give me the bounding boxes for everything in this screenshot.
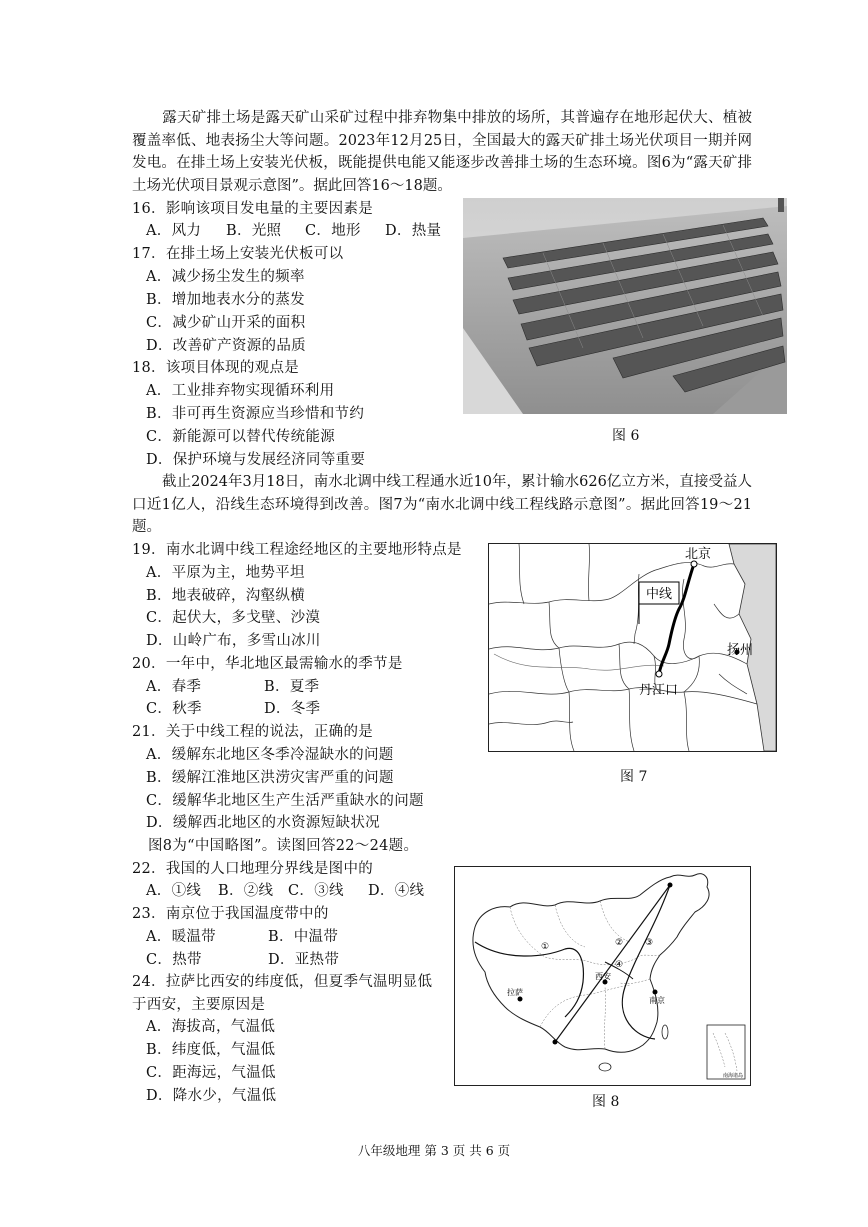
q17-stem: 17．在排土场上安装光伏板可以	[132, 246, 344, 262]
q22-option-b: B．②线	[218, 883, 274, 899]
intro-paragraph-3: 图8为“中国略图”。读图回答22～24题。	[148, 838, 419, 854]
figure-6-solar-photo	[463, 198, 787, 414]
q22-option-c: C．③线	[288, 883, 344, 899]
line-3-marker: ③	[645, 938, 654, 948]
page-footer: 八年级地理 第 3 页 共 6 页	[357, 1143, 511, 1158]
q23-option-d: D．亚热带	[268, 952, 340, 968]
q18-stem: 18．该项目体现的观点是	[132, 360, 300, 376]
figure-7-route-map	[488, 543, 777, 752]
yangzhou-label: 扬州	[727, 643, 754, 658]
route-label: 中线	[645, 587, 673, 602]
q24-stem-line-2: 于西安，主要原因是	[132, 997, 266, 1013]
q22-option-a: A．①线	[146, 883, 202, 899]
beijing-label: 北京	[685, 547, 712, 562]
xian-label: 西安	[595, 972, 611, 981]
q19-option-b: B．地表破碎，沟壑纵横	[146, 588, 305, 604]
line-4-marker: ④	[615, 960, 624, 970]
q20-option-a: A．春季	[146, 679, 202, 695]
line-1-marker: ①	[541, 942, 550, 952]
q18-option-d: D．保护环境与发展经济同等重要	[146, 452, 366, 468]
q23-option-c: C．热带	[146, 952, 202, 968]
q18-option-c: C．新能源可以替代传统能源	[146, 429, 335, 445]
lasa-label: 拉萨	[507, 988, 523, 997]
q17-option-a: A．减少扬尘发生的频率	[146, 269, 305, 285]
q24-option-d: D．降水少，气温低	[146, 1088, 277, 1104]
solar-farm-photo	[463, 198, 787, 414]
q17-option-d: D．改善矿产资源的品质	[146, 338, 306, 354]
middle-route-map	[489, 544, 776, 751]
q23-option-b: B．中温带	[268, 929, 339, 945]
q19-stem: 19．南水北调中线工程途经地区的主要地形特点是	[132, 542, 462, 558]
q16-option-b: B．光照	[226, 223, 282, 239]
intro-paragraph-1: 露天矿排土场是露天矿山采矿过程中排弃物集中排放的场所，其普遍存在地形起伏大、植被覆盖率低、地表扬尘大等问题。2023年12月25日，全国最大的露天矿排土场光伏项目一期并网发电。在排土场上安装光伏板，既能提供电能又能逐步改善排土场的生态环境。图6为“露天矿排土场光伏项目景观示意图”。据此回答16～18题。	[132, 110, 752, 194]
q21-option-b: B．缓解江淮地区洪涝灾害严重的问题	[146, 770, 394, 786]
line-2-marker: ②	[615, 938, 624, 948]
q16-option-c: C．地形	[305, 223, 361, 239]
q20-stem: 20．一年中，华北地区最需输水的季节是	[132, 656, 403, 672]
q20-option-d: D．冬季	[264, 701, 321, 717]
q16-option-d: D．热量	[385, 223, 442, 239]
inset-label: 南海诸岛	[723, 1073, 744, 1079]
q20-option-b: B．夏季	[264, 679, 320, 695]
q24-option-b: B．纬度低，气温低	[146, 1042, 276, 1058]
figure-8-caption: 图 8	[592, 1094, 620, 1110]
q20-option-c: C．秋季	[146, 701, 202, 717]
china-outline-map	[455, 867, 750, 1085]
figure-6-caption: 图 6	[612, 428, 640, 444]
q24-stem-line-1: 24．拉萨比西安的纬度低，但夏季气温明显低	[132, 974, 433, 990]
q21-option-a: A．缓解东北地区冬季冷湿缺水的问题	[146, 747, 394, 763]
q17-option-c: C．减少矿山开采的面积	[146, 315, 306, 331]
intro-paragraph-2: 截止2024年3月18日，南水北调中线工程通水近10年，累计输水626亿立方米，直接受益人口近1亿人，沿线生态环境得到改善。图7为“南水北调中线工程线路示意图”。据此回答19～21题。	[132, 474, 752, 535]
q23-option-a: A．暖温带	[146, 929, 216, 945]
figure-7-caption: 图 7	[620, 769, 648, 785]
q22-stem: 22．我国的人口地理分界线是图中的	[132, 861, 374, 877]
q19-option-a: A．平原为主，地势平坦	[146, 565, 305, 581]
figure-8-china-map	[454, 866, 751, 1086]
q21-option-d: D．缓解西北地区的水资源短缺状况	[146, 815, 380, 831]
q19-option-c: C．起伏大，多戈壁、沙漠	[146, 610, 321, 626]
q17-option-b: B．增加地表水分的蒸发	[146, 292, 305, 308]
danjiangkou-label: 丹江口	[639, 683, 679, 698]
q19-option-d: D．山岭广布，多雪山冰川	[146, 633, 321, 649]
q24-option-a: A．海拔高，气温低	[146, 1019, 276, 1035]
nanjing-label: 南京	[649, 996, 665, 1005]
q22-option-d: D．④线	[368, 883, 425, 899]
q23-stem: 23．南京位于我国温度带中的	[132, 906, 329, 922]
q18-option-a: A．工业排弃物实现循环利用	[146, 383, 335, 399]
q21-stem: 21．关于中线工程的说法，正确的是	[132, 724, 374, 740]
q16-option-a: A．风力	[146, 223, 202, 239]
q24-option-c: C．距海远，气温低	[146, 1065, 276, 1081]
q21-option-c: C．缓解华北地区生产生活严重缺水的问题	[146, 793, 424, 809]
south-sea-inset	[707, 1025, 745, 1079]
q16-stem: 16．影响该项目发电量的主要因素是	[132, 201, 374, 217]
q18-option-b: B．非可再生资源应当珍惜和节约	[146, 406, 365, 422]
